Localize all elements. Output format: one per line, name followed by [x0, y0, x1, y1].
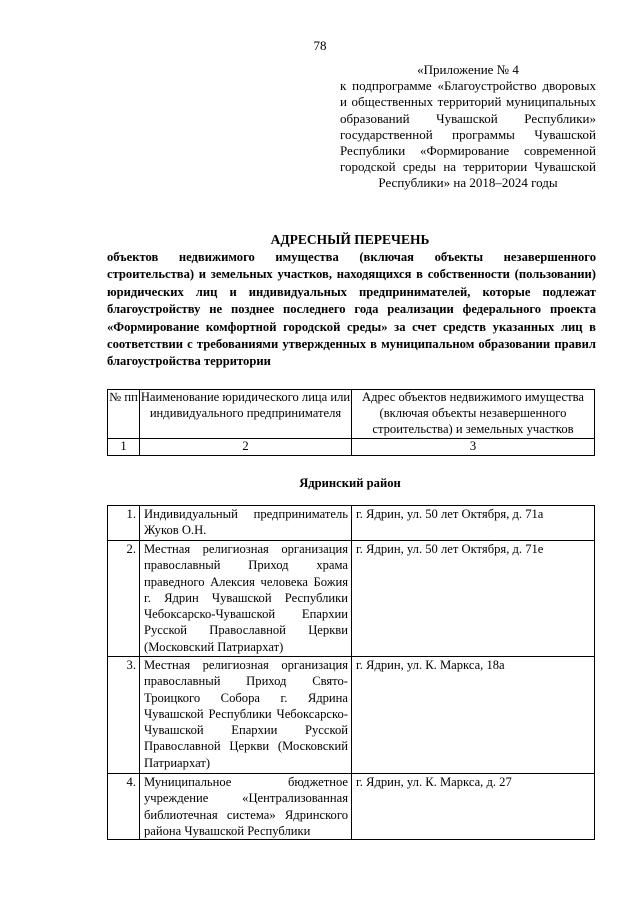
table-row	[108, 774, 595, 840]
column-header-name: Наименование юридического лица или индивидуального предпринимателя	[140, 390, 352, 439]
organization-name: Муниципальное бюджетное учреждение «Централизованная библиотечная система» Ядринского района Чувашской Республики	[140, 774, 352, 840]
document-subheading: объектов недвижимого имущества (включая объекты незавершенного строительства) и земельных участков, находящихся в собственности (пользовании) юридических лиц и индивидуальных предпринимателей, которые подлежат благоустройству не позднее последнего года реализации федерального проекта «Формирование комфортной городской среды» за счет средств указанных лиц в соответствии с требованиями утвержденных в муниципальном образовании правил благоустройства территории	[107, 250, 596, 369]
column-number: 2	[140, 439, 352, 456]
header-table	[107, 389, 595, 456]
region-title: Ядринский район	[299, 476, 401, 490]
organization-name: Местная религиозная организация православный Приход Свято-Троицкого Собора г. Ядрина Чувашской Республики Чебоксарско-Чувашской Епархии Русской Православной Церкви (Московский Патриархат)	[140, 657, 352, 774]
table-row	[108, 657, 595, 774]
address-table	[107, 505, 595, 840]
object-address: г. Ядрин, ул. К. Маркса, д. 27	[352, 774, 595, 840]
table-row	[108, 506, 595, 541]
column-header-num: № пп	[108, 390, 140, 439]
row-number: 2.	[108, 541, 140, 657]
row-number: 1.	[108, 506, 140, 541]
header-row	[108, 390, 595, 439]
page-number: 78	[313, 38, 327, 53]
document-heading: АДРЕСНЫЙ ПЕРЕЧЕНЬ	[270, 232, 430, 247]
table-row	[108, 541, 595, 657]
object-address: г. Ядрин, ул. К. Маркса, 18а	[352, 657, 595, 774]
row-number: 3.	[108, 657, 140, 774]
row-number: 4.	[108, 774, 140, 840]
appendix-body: к подпрограмме «Благоустройство дворовых и общественных территорий муниципальных образований Чувашской Республики» государственной программы Чувашской Республики «Формирование современной городской среды на территории Чувашской Республики» на 2018–2024 годы	[340, 78, 596, 191]
column-header-address: Адрес объектов недвижимого имущества (включая объекты незавершенного строительства) и земельных участков	[352, 390, 595, 439]
column-number-row	[108, 439, 595, 456]
organization-name: Местная религиозная организация православный Приход храма праведного Алексия человека Божия г. Ядрин Чувашской Республики Чебоксарско-Чувашской Епархии Русской Православной Церкви (Московский Патриархат)	[140, 541, 352, 657]
organization-name: Индивидуальный предприниматель Жуков О.Н.	[140, 506, 352, 541]
appendix-block	[340, 62, 596, 192]
column-number: 1	[108, 439, 140, 456]
object-address: г. Ядрин, ул. 50 лет Октября, д. 71е	[352, 541, 595, 657]
object-address: г. Ядрин, ул. 50 лет Октября, д. 71а	[352, 506, 595, 541]
column-number: 3	[352, 439, 595, 456]
appendix-title: «Приложение № 4	[417, 62, 519, 77]
